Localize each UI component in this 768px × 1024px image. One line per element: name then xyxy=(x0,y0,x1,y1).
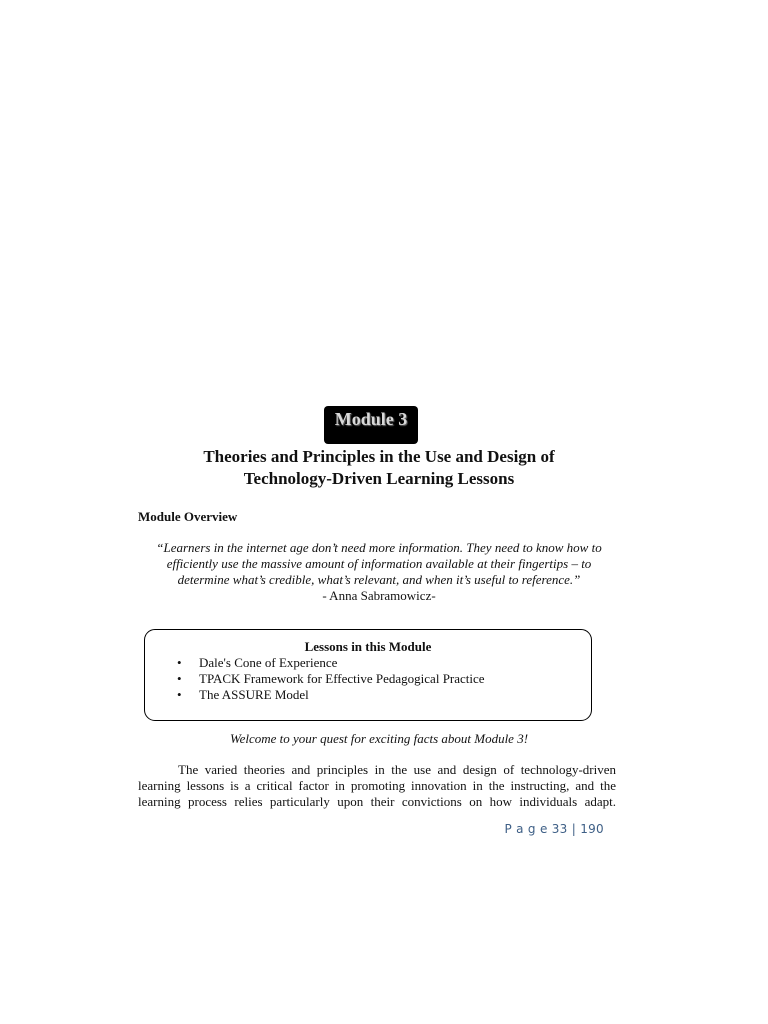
quote-author: - Anna Sabramowicz- xyxy=(322,588,436,603)
bullet-icon: • xyxy=(177,687,182,702)
page-title-line-2: Technology-Driven Learning Lessons xyxy=(243,469,515,488)
body-paragraph xyxy=(138,762,616,810)
opening-quote xyxy=(140,540,618,604)
bullet-icon: • xyxy=(177,655,182,670)
lessons-list xyxy=(175,655,485,703)
list-item xyxy=(175,671,485,687)
lessons-box xyxy=(144,629,592,721)
lesson-label: Dale's Cone of Experience xyxy=(199,655,338,670)
module-badge xyxy=(324,406,418,444)
welcome-text: Welcome to your quest for exciting facts about Module 3! xyxy=(229,731,529,746)
quote-line-2: efficiently use the massive amount of information available at their fingertips – to xyxy=(166,556,592,571)
lesson-label: The ASSURE Model xyxy=(199,687,309,702)
bullet-icon: • xyxy=(177,671,182,686)
module-overview-heading: Module Overview xyxy=(138,509,238,524)
quote-line-3: determine what’s credible, what’s relevant, and when it’s useful to reference.” xyxy=(177,572,581,587)
page-number: P a g e 33 | 190 xyxy=(504,822,604,836)
list-item xyxy=(175,687,485,703)
page-title xyxy=(140,446,618,490)
quote-line-1: “Learners in the internet age don’t need more information. They need to know how to xyxy=(156,540,602,555)
module-badge-label: Module 3 xyxy=(334,409,408,429)
paragraph-line-3: learning process relies particularly upon their convictions on how individuals adapt. xyxy=(138,794,616,809)
lesson-label: TPACK Framework for Effective Pedagogical Practice xyxy=(199,671,485,686)
paragraph-line-2: learning lessons is a critical factor in promoting innovation in the instructing, and the xyxy=(138,778,616,793)
lessons-title: Lessons in this Module xyxy=(304,639,432,654)
page-title-line-1: Theories and Principles in the Use and Design of xyxy=(203,447,555,466)
list-item xyxy=(175,655,485,671)
paragraph-line-1: The varied theories and principles in the use and design of technology-driven xyxy=(178,762,616,777)
